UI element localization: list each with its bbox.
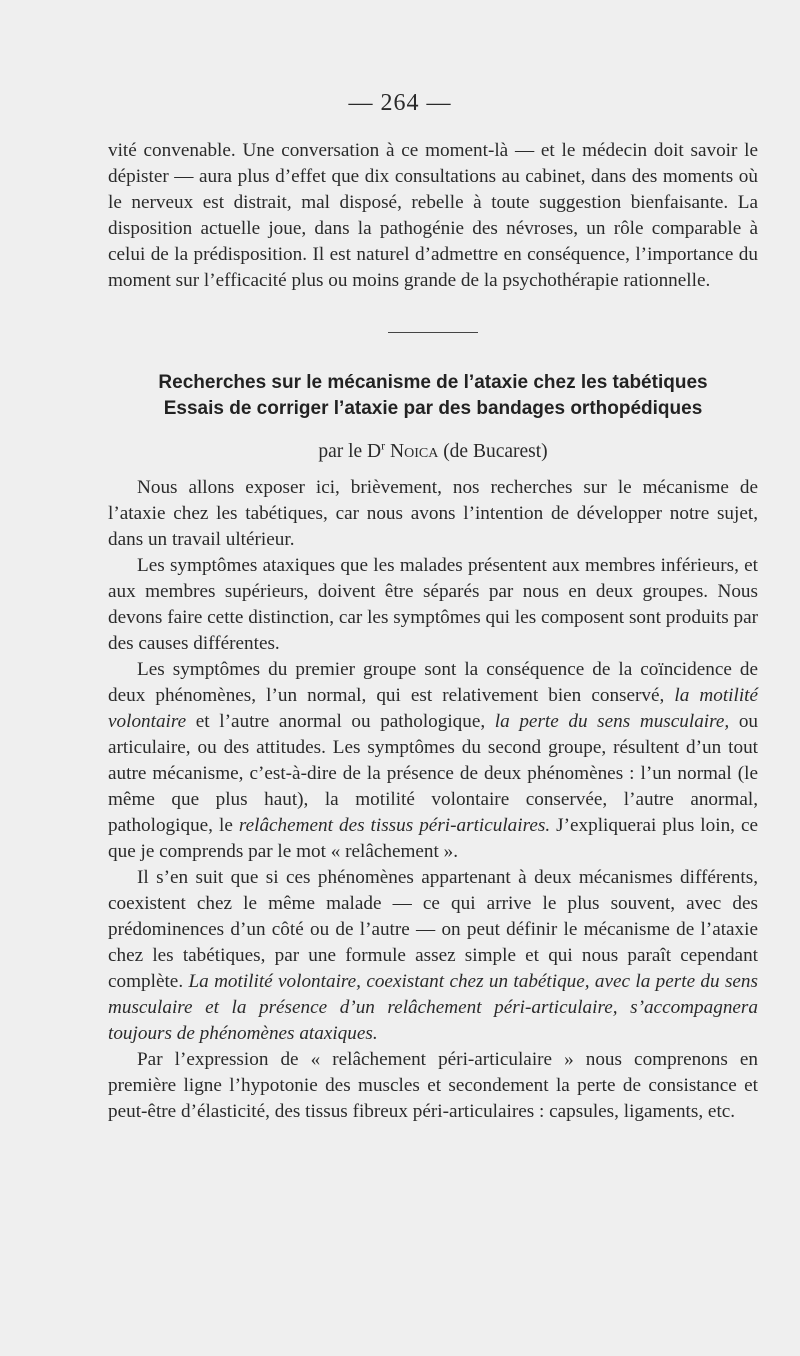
byline-par: par le D [318,441,382,462]
paragraph-4-part-a: Il s’en suit que si ces phénomènes appartenant à deux mécanismes différents, coexistent chez le même malade — ce qui arrive le plus souvent, avec des prédominences d’un côté ou de l’autre — on peut définir le mécanisme de l’ataxie chez les tabétiques, par une formule assez simple et qui nous paraît cependant complète. [108,867,758,992]
paragraph-3-part-e: ou articulaire, ou des attitudes. Les symptômes du second groupe, résultent d’un tout autre mécanisme, c’est-à-dire de la présence de deux phénomènes : l’un normal (le même que plus haut), la motilité volontaire conservée, l’autre anormal, pathologique, le [108,711,759,836]
article-title [108,370,758,422]
paragraph-2: Les symptômes ataxiques que les malades présentent aux membres inférieurs, et aux membres supérieurs, doivent être séparés par nous en deux groupes. Nous devons faire cette distinction, car les symptômes qui les composent sont produits par des causes différentes. [108,555,758,654]
paragraph-1: Nous allons exposer ici, brièvement, nos recherches sur le mécanisme de l’ataxie chez les tabétiques, car nous avons l’intention de développer notre sujet, dans un travail ultérieur. [108,477,758,550]
paragraph-3-part-a: Les symptômes du premier groupe sont la conséquence de la coïncidence de deux phénomènes, l’un normal, qui est relativement bien conservé, [108,659,758,706]
paragraph-4 [108,865,758,1047]
section-divider [388,332,478,333]
paragraph-3-italic-f: relâchement des tissus péri-articulaires. [238,815,551,836]
byline-place: (de Bucarest) [443,441,548,462]
byline-sup: r [381,438,386,453]
paragraph-3-part-g: J’expliquerai plus loin, ce que je comprends par le mot « relâchement ». [108,815,758,862]
paragraph-5: Par l’expression de « relâchement péri-articulaire » nous comprenons en première ligne l’hypotonie des muscles et secondement la perte de consistance et peut-être d’élasticité, des tissus fibreux péri-articulaires : capsules, ligaments, etc. [108,1049,758,1122]
article-byline [108,439,758,465]
paragraph-3-part-c: et l’autre anormal ou pathologique, [186,711,495,732]
page-number: — 264 — [348,90,452,116]
paragraph-4-italic-b: La motilité volontaire, coexistant chez un tabétique, avec la perte du sens musculaire et la présence d’un relâchement péri-articulaire, s’accompagnera toujours de phénomènes ataxiques. [108,971,758,1044]
paragraph-3 [108,657,758,865]
page-body [108,138,758,1125]
paragraph-3-italic-b: la motilité volontaire [108,685,759,732]
byline-author: Noica [390,441,439,462]
paragraph-3-italic-d: la perte du sens musculaire, [494,711,730,732]
intro-paragraph-text: vité convenable. Une conversation à ce moment-là — et le médecin doit savoir le dépister — aura plus d’effet que dix consultations au cabinet, dans des moments où le nerveux est distrait, mal disposé, rebelle à toute suggestion bienfaisante. La disposition actuelle joue, dans la pathogénie des névroses, un rôle comparable à celui de la prédisposition. Il est naturel d’admettre en conséquence, l’importance du moment sur l’efficacité plus ou moins grande de la psychothérapie rationnelle. [108,140,758,291]
article-title-line-1: Recherches sur le mécanisme de l’ataxie chez les tabétiques [158,372,708,393]
article-title-line-2: Essais de corriger l’ataxie par des bandages orthopédiques [163,398,703,419]
intro-paragraph [108,138,758,294]
